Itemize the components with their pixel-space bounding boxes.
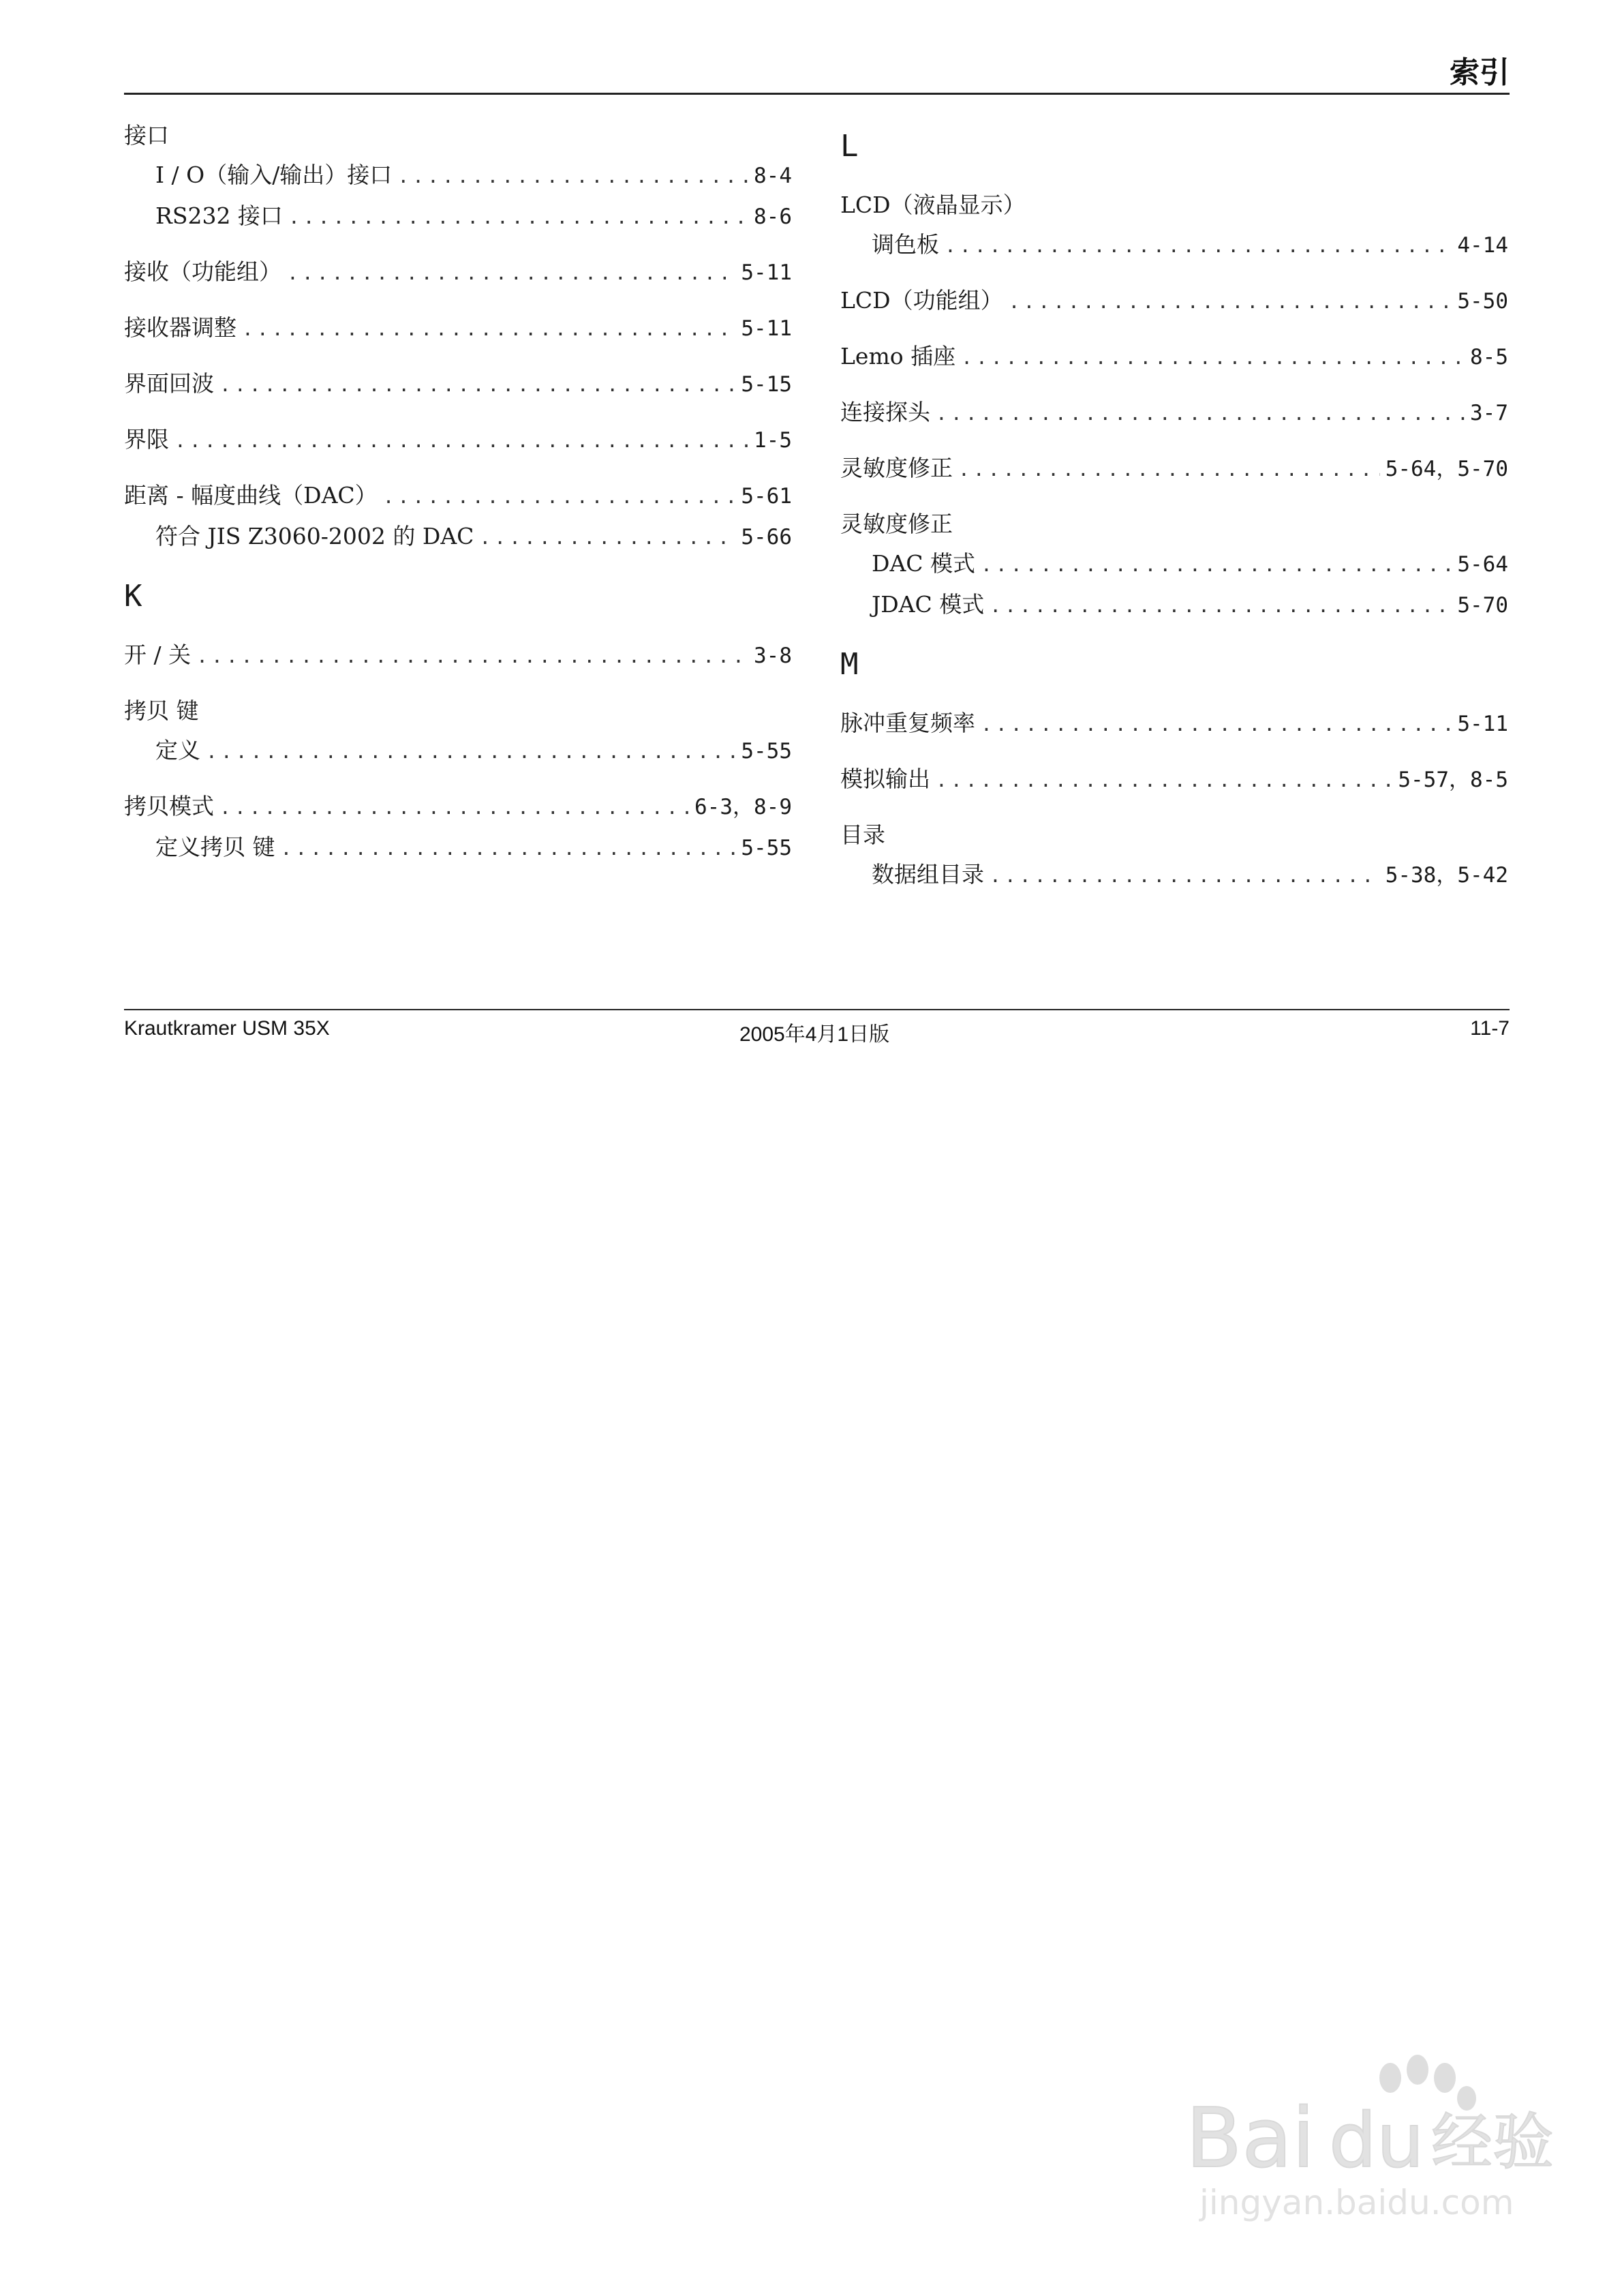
index-term: 定义拷贝 键 [155, 834, 275, 860]
index-entry [840, 281, 1508, 322]
page-reference: 6-3，8-9 [694, 795, 792, 819]
dot-leader [936, 394, 1465, 434]
page-reference: 5-55 [741, 739, 792, 764]
index-entry [840, 393, 1508, 434]
index-entry-line [840, 504, 1508, 544]
page-reference: 8-6 [754, 205, 792, 229]
index-term: 距离 - 幅度曲线（DAC） [124, 482, 378, 509]
header-rule [124, 93, 1510, 95]
page-reference: 8-5 [1470, 345, 1508, 369]
index-subentry [124, 828, 792, 868]
index-term: 接口 [124, 122, 169, 149]
index-term: 脉冲重复频率 [840, 710, 975, 736]
page-reference: 5-50 [1457, 289, 1508, 314]
dot-leader [479, 518, 735, 558]
index-term: 界面回波 [124, 370, 214, 397]
watermark-brand-2: du [1329, 2097, 1424, 2184]
dot-leader [958, 450, 1380, 489]
index-subentry [840, 855, 1508, 896]
index-entry [840, 449, 1508, 489]
page-reference: 1-5 [754, 428, 792, 453]
baidu-jingyan-watermark [1186, 2051, 1567, 2228]
dot-leader [961, 338, 1465, 378]
page-reference: 5-70 [1457, 593, 1508, 618]
dot-leader [981, 545, 1452, 585]
index-term: 符合 JIS Z3060-2002 的 DAC [155, 523, 474, 549]
dot-leader [383, 477, 736, 517]
index-term: DAC 模式 [872, 550, 976, 577]
index-subentry [840, 585, 1508, 626]
dot-leader [196, 637, 748, 676]
index-entry [124, 787, 792, 868]
index-term: 数据组目录 [872, 861, 984, 888]
page-reference: 5-66 [741, 525, 792, 549]
index-entry [124, 420, 792, 461]
dot-leader [981, 705, 1452, 744]
index-term: 目录 [840, 821, 885, 848]
page-reference: 5-57，8-5 [1398, 768, 1508, 792]
page-reference: 3-8 [754, 644, 792, 668]
dot-leader [281, 829, 736, 868]
index-entry-line [840, 815, 1508, 855]
index-term: JDAC 模式 [872, 591, 985, 618]
index-column-left [124, 116, 792, 883]
index-entry [840, 337, 1508, 378]
page-reference: 5-15 [741, 372, 792, 397]
page-reference: 5-38，5-42 [1385, 863, 1508, 888]
index-entry-line [124, 364, 792, 405]
index-term: 模拟输出 [840, 766, 930, 792]
index-entry-line [840, 281, 1508, 322]
index-entry-line [124, 691, 792, 731]
index-entry [124, 116, 792, 237]
index-subentry [840, 544, 1508, 585]
index-term: I / O（输入/输出）接口 [155, 162, 393, 188]
page-reference: 8-4 [754, 164, 792, 188]
page-title: 索引 [1450, 55, 1510, 90]
index-entry-line [124, 116, 792, 155]
index-entry-line [124, 420, 792, 461]
dot-leader [287, 254, 735, 293]
index-entry [124, 308, 792, 349]
index-entry-line [840, 449, 1508, 489]
index-entry-line [840, 185, 1508, 225]
index-term: LCD（液晶显示） [840, 192, 1026, 218]
page-reference: 5-61 [741, 484, 792, 509]
page-reference: 5-64 [1457, 552, 1508, 577]
watermark-brand: Bai [1186, 2091, 1315, 2186]
dot-leader [219, 788, 689, 828]
index-entry-line [840, 337, 1508, 378]
dot-leader [242, 309, 735, 349]
index-entry [840, 815, 1508, 896]
page-reference: 3-7 [1470, 401, 1508, 425]
index-entry-line [840, 759, 1508, 800]
page-reference: 5-55 [741, 836, 792, 860]
index-entry-line [124, 787, 792, 828]
dot-leader [990, 856, 1380, 896]
page-reference: 5-11 [1457, 712, 1508, 736]
index-term: 接收器调整 [124, 314, 236, 341]
dot-leader [219, 365, 735, 405]
index-term: 调色板 [872, 231, 939, 258]
index-subentry [124, 517, 792, 558]
dot-leader [1009, 282, 1452, 322]
index-entry [840, 504, 1508, 626]
dot-leader [288, 198, 748, 237]
index-entry-line [124, 476, 792, 517]
index-term: 拷贝 键 [124, 697, 199, 724]
dot-leader [990, 586, 1452, 626]
index-subentry [124, 196, 792, 237]
index-term: 定义 [155, 737, 200, 764]
dot-leader [945, 226, 1452, 266]
page-reference: 4-14 [1457, 233, 1508, 258]
index-subentry [124, 731, 792, 772]
footer-edition: 2005年4月1日版 [739, 1023, 890, 1046]
watermark-brand-cn: 经验 [1431, 2106, 1554, 2178]
dot-leader [206, 732, 735, 772]
footer-product: Krautkramer USM 35X [124, 1017, 330, 1040]
index-term: 界限 [124, 426, 169, 453]
index-entry [124, 364, 792, 405]
section-letter: M [840, 647, 859, 682]
watermark-url: jingyan.baidu.com [1199, 2183, 1514, 2222]
index-term: 连接探头 [840, 399, 930, 425]
page-reference: 5-11 [741, 260, 792, 285]
dot-leader [174, 421, 748, 461]
index-entry [124, 252, 792, 293]
index-term: RS232 接口 [155, 202, 283, 229]
section-letter: K [124, 579, 142, 614]
footer-page-number: 11-7 [1470, 1017, 1510, 1040]
page-reference: 5-64，5-70 [1385, 457, 1508, 481]
page-reference: 5-11 [741, 316, 792, 341]
index-subentry [840, 225, 1508, 266]
section-letter: L [840, 129, 859, 164]
index-entry-line [840, 393, 1508, 434]
index-term: 灵敏度修正 [840, 511, 953, 537]
index-term: 拷贝模式 [124, 793, 214, 819]
index-term: Lemo 插座 [840, 343, 956, 369]
index-term: 灵敏度修正 [840, 455, 953, 481]
dot-leader [936, 761, 1392, 800]
index-term: LCD（功能组） [840, 287, 1003, 314]
index-term: 接收（功能组） [124, 258, 281, 285]
index-entry [840, 759, 1508, 800]
index-entry [840, 185, 1508, 266]
index-subentry [124, 155, 792, 196]
dot-leader [397, 157, 748, 196]
footer-rule [124, 1009, 1510, 1010]
index-entry [124, 476, 792, 558]
index-entry [124, 691, 792, 772]
index-entry [840, 704, 1508, 744]
index-entry-line [124, 252, 792, 293]
index-term: 开 / 关 [124, 641, 192, 668]
index-entry-line [124, 635, 792, 676]
index-entry [124, 635, 792, 676]
index-entry-line [124, 308, 792, 349]
index-entry-line [840, 704, 1508, 744]
index-column-right [840, 116, 1508, 911]
